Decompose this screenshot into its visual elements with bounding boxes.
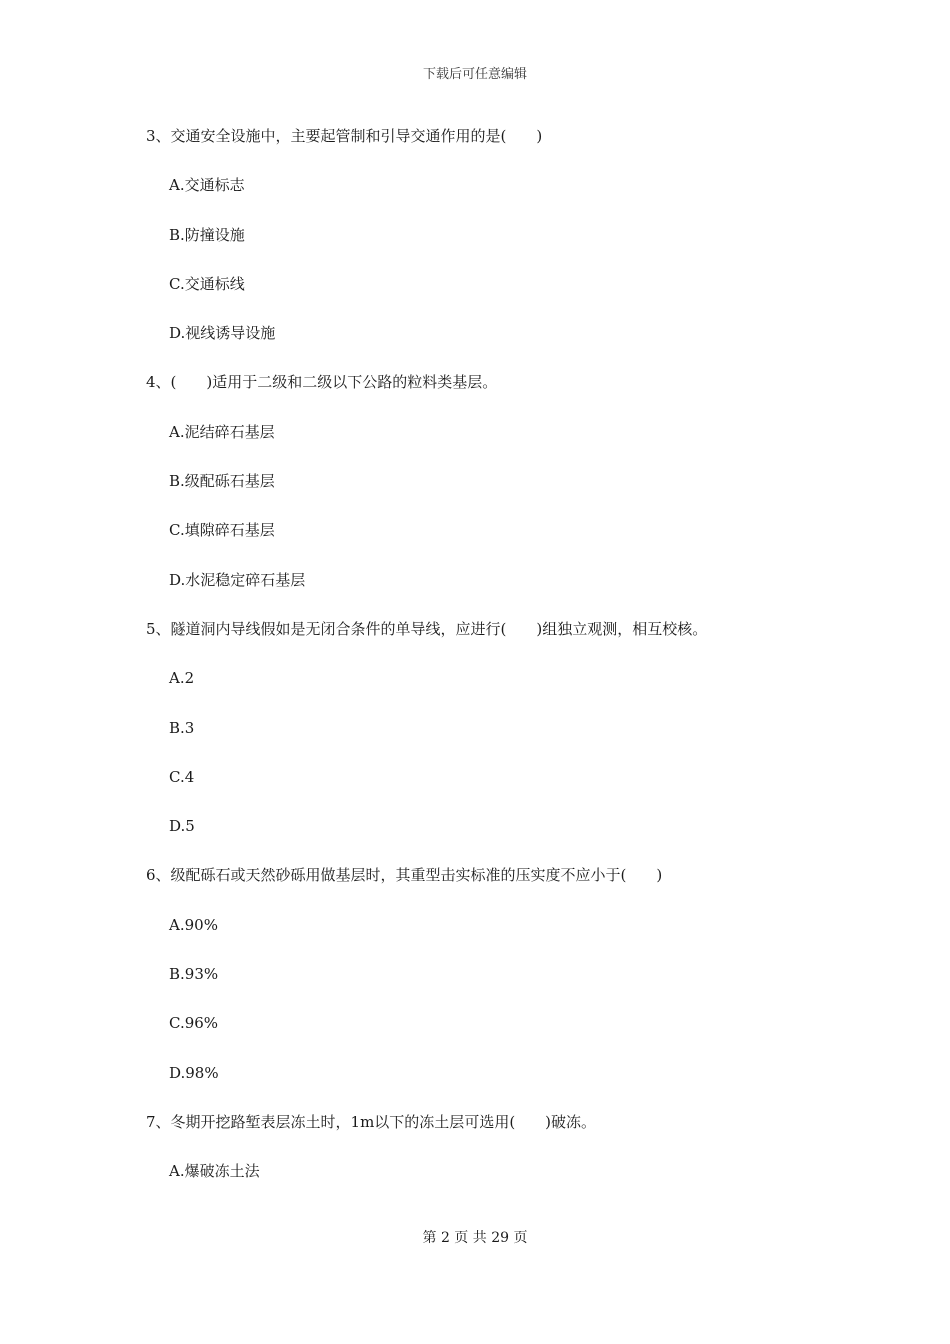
option-c: C.4 bbox=[169, 767, 195, 786]
question-stem: 7、冬期开挖路堑表层冻土时，1m以下的冻土层可选用( )破冻。 bbox=[146, 1112, 597, 1131]
question-5 bbox=[0, 617, 950, 863]
page-header: 下载后可任意编辑 bbox=[422, 67, 527, 82]
option-b: B.3 bbox=[169, 718, 195, 737]
question-stem: 4、( )适用于二级和二级以下公路的粒料类基层。 bbox=[146, 373, 498, 392]
option-d: D.视线诱导设施 bbox=[169, 324, 276, 343]
question-6 bbox=[0, 863, 950, 1109]
option-b: B.93% bbox=[169, 965, 219, 984]
option-c: C.填隙碎石基层 bbox=[169, 521, 275, 540]
option-a: A.90% bbox=[169, 915, 218, 934]
question-7 bbox=[0, 1110, 950, 1209]
option-b: B.防撞设施 bbox=[169, 225, 245, 244]
question-stem: 3、交通安全设施中，主要起管制和引导交通作用的是( ) bbox=[146, 127, 543, 145]
option-a: A.爆破冻土法 bbox=[169, 1162, 260, 1181]
option-d: D.水泥稳定碎石基层 bbox=[169, 570, 306, 589]
option-d: D.5 bbox=[169, 817, 195, 836]
option-a: A.2 bbox=[169, 669, 195, 688]
document-body bbox=[0, 124, 950, 1209]
option-d: D.98% bbox=[169, 1063, 219, 1082]
option-a: A.交通标志 bbox=[169, 176, 245, 195]
option-b: B.级配砾石基层 bbox=[169, 472, 275, 491]
question-stem: 5、隧道洞内导线假如是无闭合条件的单导线，应进行( )组独立观测，相互校核。 bbox=[146, 619, 708, 638]
option-a: A.泥结碎石基层 bbox=[169, 422, 275, 441]
question-3 bbox=[0, 124, 950, 370]
page-footer: 第 2 页 共 29 页 bbox=[422, 1230, 528, 1246]
question-4 bbox=[0, 370, 950, 616]
question-stem: 6、级配砾石或天然砂砾用做基层时，其重型击实标准的压实度不应小于( ) bbox=[146, 866, 663, 885]
option-c: C.96% bbox=[169, 1014, 219, 1033]
option-c: C.交通标线 bbox=[169, 274, 245, 293]
